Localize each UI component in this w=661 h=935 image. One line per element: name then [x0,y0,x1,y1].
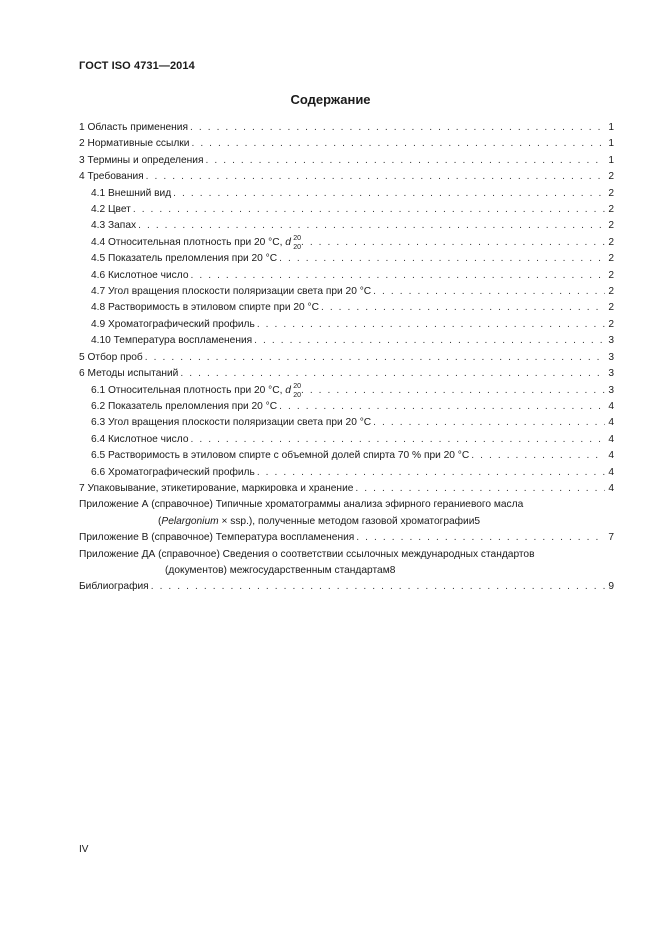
toc-label: 1 Область применения [79,122,188,133]
leader-dots [373,284,605,300]
toc-item-4[interactable] [79,169,614,185]
toc-label: 4.7 Угол вращения плоскости поляризации света при 20 °С [91,286,372,298]
leader-dots [321,300,605,316]
toc-label: 4.5 Показатель преломления при 20 °С [91,253,278,265]
toc-label-text: 6.1 Относительная плотность при 20 °С, [91,384,283,396]
toc-item-4-5[interactable] [79,251,614,267]
toc-label: 4.9 Хроматографический профиль [91,318,255,330]
toc-label: 2 Нормативные ссылки [79,138,190,150]
toc-label: 6.2 Показатель преломления при 20 °С [91,400,278,412]
toc-page: 2 [608,236,614,248]
toc-page: 9 [608,581,614,593]
page-title: Содержание [290,92,371,107]
toc-item-1[interactable] [79,120,614,136]
toc-label-continuation: (Pelargonium × ssp.), полученные методом газовой хроматографии [158,515,475,527]
toc-label-rest: × ssp.), полученные методом газовой хроматографии [218,515,475,527]
leader-dots [145,350,605,366]
toc-item-6-4[interactable] [79,432,614,448]
leader-dots [355,481,605,497]
leader-dots [146,169,605,185]
toc-label: 3 Термины и определения [79,154,204,166]
toc-page: 3 [608,368,614,380]
leader-dots [173,186,605,202]
toc-label: 4 Требования [79,171,144,183]
page-number: IV [79,844,89,855]
toc-page: 3 [608,351,614,363]
toc-item-4-1[interactable] [79,186,614,202]
toc-item-4-8[interactable] [79,300,614,316]
leader-dots [301,383,605,399]
toc-label: 6.4 Кислотное число [91,433,189,445]
toc-page: 4 [608,482,614,494]
toc-page: 2 [608,253,614,265]
toc-page: 2 [608,269,614,281]
leader-dots [471,448,605,464]
toc-label: 4.8 Растворимость в этиловом спирте при 20 °С [91,302,319,314]
toc-item-appendix-da[interactable] [79,547,614,580]
leader-dots [190,120,605,136]
toc-label: 4.2 Цвет [91,204,131,216]
toc-page: 4 [608,400,614,412]
toc-page: 2 [608,171,614,183]
toc-item-6-2[interactable] [79,399,614,415]
leader-dots [257,317,605,333]
toc-item-4-3[interactable] [79,218,614,234]
toc-item-4-6[interactable] [79,268,614,284]
leader-dots [373,415,605,431]
toc-label: 5 Отбор проб [79,351,143,363]
toc-label: 6 Методы испытаний [79,368,179,380]
toc-page: 1 [608,122,614,133]
leader-dots [356,530,605,546]
symbol-letter: d [285,236,291,248]
toc-label: 6.3 Угол вращения плоскости поляризации света при 20 °С [91,417,372,429]
toc-label: Приложение ДА (справочное) Сведения о соответствии ссылочных международных стандартов [79,548,535,560]
toc-page: 5 [474,515,481,527]
symbol-superscript: 20 [293,234,302,242]
toc-page: 3 [608,335,614,347]
toc-item-4-2[interactable] [79,202,614,218]
toc-item-5[interactable] [79,350,614,366]
toc-item-4-10[interactable] [79,333,614,349]
leader-dots [151,579,605,595]
leader-dots [279,399,605,415]
toc-item-4-9[interactable] [79,317,614,333]
leader-dots [190,432,605,448]
table-of-contents [79,120,614,596]
toc-item-4-7[interactable] [79,284,614,300]
toc-item-7[interactable] [79,481,614,497]
toc-item-6[interactable] [79,366,614,382]
toc-label [91,382,302,399]
document-header: ГОСТ ISO 4731—2014 [79,60,195,72]
toc-page: 2 [608,204,614,216]
toc-item-4-4[interactable] [79,235,614,251]
toc-page: 2 [608,318,614,330]
toc-page: 4 [608,450,614,462]
symbol-subscript: 20 [293,243,302,251]
leader-dots [133,202,605,218]
leader-dots [180,366,605,382]
toc-label: Приложение В (справочное) Температура воспламенения [79,532,355,544]
toc-label [91,234,302,251]
symbol-superscript: 20 [293,382,302,390]
toc-page: 2 [608,220,614,232]
leader-dots [254,333,605,349]
leader-dots [257,465,605,481]
toc-item-bibliography[interactable] [79,579,614,595]
density-symbol [285,382,302,399]
toc-label: 4.1 Внешний вид [91,187,172,199]
toc-page: 4 [608,417,614,429]
toc-page: 2 [608,187,614,199]
toc-label-continuation: (документов) межгосударственным стандартам [165,564,390,576]
species-name: Pelargonium [161,515,219,527]
toc-label: Библиография [79,581,149,593]
toc-page: 2 [608,302,614,314]
toc-item-2[interactable] [79,136,614,152]
toc-page: 8 [389,564,396,576]
toc-page: 4 [608,433,614,445]
leader-dots [190,268,605,284]
leader-dots [191,136,605,152]
leader-dots [205,153,605,169]
toc-label: Приложение А (справочное) Типичные хроматограммы анализа эфирного гераниевого масла [79,499,524,511]
leader-dots [138,218,605,234]
toc-item-6-6[interactable] [79,465,614,481]
toc-item-3[interactable] [79,153,614,169]
toc-item-appendix-a[interactable] [79,497,614,530]
toc-label: 4.3 Запах [91,220,137,232]
toc-item-6-5[interactable] [79,448,614,464]
toc-page: 1 [608,154,614,166]
toc-page: 4 [608,466,614,478]
toc-page: 1 [608,138,614,150]
symbol-letter: d [285,384,291,396]
toc-item-appendix-b[interactable] [79,530,614,546]
symbol-subscript: 20 [293,391,302,399]
toc-label: 4.6 Кислотное число [91,269,189,281]
leader-dots [301,235,605,251]
toc-page: 7 [608,532,614,544]
toc-label: 7 Упаковывание, этикетирование, маркировка и хранение [79,482,354,494]
toc-label: 6.5 Растворимость в этиловом спирте с объемной долей спирта 70 % при 20 °С [91,450,470,462]
toc-label: 4.10 Температура воспламенения [91,335,253,347]
leader-dots [279,251,605,267]
toc-label: 6.6 Хроматографический профиль [91,466,255,478]
density-symbol [285,234,302,251]
toc-label-text: 4.4 Относительная плотность при 20 °С, [91,236,283,248]
toc-page: 3 [608,384,614,396]
toc-page: 2 [608,286,614,298]
toc-item-6-1[interactable] [79,383,614,399]
toc-item-6-3[interactable] [79,415,614,431]
